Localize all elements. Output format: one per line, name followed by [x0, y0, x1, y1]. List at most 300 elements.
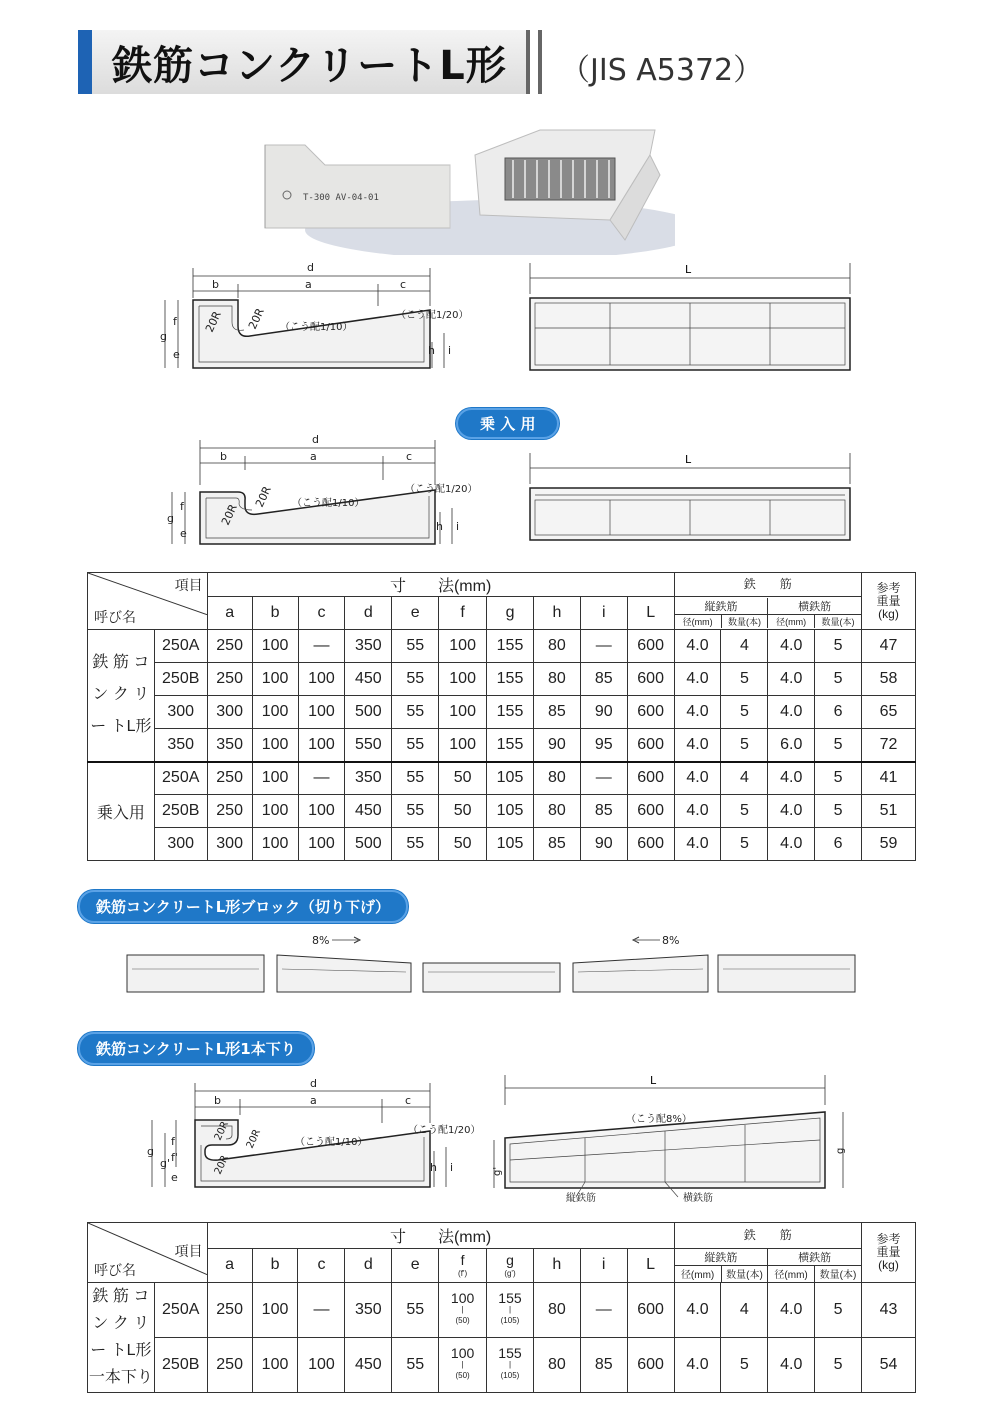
- dim-h: h: [436, 520, 443, 533]
- slope-1-20: （こう配1/20）: [396, 310, 469, 321]
- section-label-kirisage: 鉄筋コンクリートL形ブロック（切り下げ）: [78, 890, 408, 923]
- slope-1-10: （こう配1/10）: [292, 498, 365, 509]
- table-cell: 65: [862, 696, 916, 729]
- table-cell: 4.0: [674, 762, 721, 795]
- row-name: 250A: [154, 630, 207, 663]
- dim-h: h: [428, 344, 435, 357]
- row-name: 300: [154, 828, 207, 861]
- col-h: h: [533, 597, 580, 630]
- col-g: g: [487, 597, 534, 630]
- spec-table-main: [87, 572, 916, 861]
- row-name: 250B: [154, 663, 207, 696]
- table-cell: 155: [487, 729, 534, 762]
- header-weight: [862, 573, 916, 630]
- table-cell: 100: [439, 663, 487, 696]
- table-cell: 6.0: [768, 729, 815, 762]
- dim-L: L: [685, 263, 692, 276]
- group-label-l-type: [88, 630, 155, 762]
- rebar-subheader: [674, 597, 861, 630]
- table-cell: 100: [252, 663, 298, 696]
- col2-g-main: g: [506, 1251, 514, 1268]
- table-cell: 100: [298, 795, 345, 828]
- table-cell: 450: [345, 1337, 392, 1392]
- col2-g: [487, 1249, 534, 1283]
- radius-1: 20R: [218, 502, 240, 528]
- table-cell: 80: [533, 1282, 580, 1337]
- joriyou-section-diagram: [150, 430, 490, 550]
- dim-L: L: [685, 453, 692, 466]
- dim-g: g: [167, 512, 174, 525]
- spec-table-ipponsagari: [87, 1222, 916, 1393]
- table-cell: 58: [862, 663, 916, 696]
- label-yoko: 横鉄筋: [683, 1193, 713, 1204]
- table-cell: 105: [487, 828, 534, 861]
- table-cell: 4.0: [768, 1337, 815, 1392]
- table-cell: 100: [439, 630, 487, 663]
- dim-f: f: [171, 1135, 175, 1148]
- table-cell: 4: [721, 762, 768, 795]
- dim-i: i: [450, 1161, 454, 1174]
- group-label-line: ー トL形: [90, 1342, 152, 1359]
- table-cell: —: [580, 762, 627, 795]
- dim-gp: g': [160, 1157, 171, 1170]
- table-cell: 600: [627, 828, 674, 861]
- table-cell: 155: [487, 663, 534, 696]
- col-L: L: [627, 597, 674, 630]
- table-cell: 55: [392, 1337, 439, 1392]
- header-tekkin-2: 鉄 筋: [674, 1223, 861, 1249]
- header-juuryou-2: 重量: [876, 1244, 901, 1259]
- table-cell: 55: [392, 762, 439, 795]
- table-cell: 600: [627, 729, 674, 762]
- col2-f: [439, 1249, 487, 1283]
- table-cell: 54: [862, 1337, 916, 1392]
- table-cell: 100: [252, 762, 298, 795]
- dim-g-side: g: [835, 1147, 846, 1154]
- table-cell: —: [298, 762, 345, 795]
- header-yoko: 横鉄筋: [768, 598, 861, 615]
- table-cell: 5: [721, 696, 768, 729]
- dim-a: a: [310, 450, 317, 463]
- table-cell: 55: [392, 828, 439, 861]
- table-cell: 47: [862, 630, 916, 663]
- table-cell: 600: [627, 696, 674, 729]
- table-cell: 55: [392, 1282, 439, 1337]
- col2-i: i: [580, 1249, 627, 1283]
- table-cell: 90: [533, 729, 580, 762]
- table-cell: 550: [345, 729, 392, 762]
- row-name: 250B: [154, 795, 207, 828]
- table-cell: 51: [862, 795, 916, 828]
- table-cell: 4.0: [768, 1282, 815, 1337]
- table-cell: 600: [627, 663, 674, 696]
- radius-2: 20R: [252, 484, 274, 510]
- cell-main: 100: [450, 1290, 475, 1306]
- table-cell: 100: [298, 828, 345, 861]
- cell-main: 155: [498, 1345, 522, 1361]
- table-cell: 85: [533, 696, 580, 729]
- table-cell: 100: [252, 729, 298, 762]
- col2-c: c: [298, 1249, 345, 1283]
- table-cell: 350: [345, 630, 392, 663]
- table-cell: 43: [862, 1282, 916, 1337]
- dim-i: i: [448, 344, 452, 357]
- table-cell: 85: [533, 828, 580, 861]
- table-cell: 300: [207, 828, 252, 861]
- dim-e: e: [171, 1171, 178, 1184]
- table-cell: 105: [487, 795, 534, 828]
- dim-c: c: [406, 450, 413, 463]
- table-cell: 100: [252, 630, 298, 663]
- table-cell: 95: [580, 729, 627, 762]
- table-cell: 5: [815, 663, 862, 696]
- kirisage-diagram: [120, 928, 860, 998]
- table-cell: 4.0: [674, 1282, 721, 1337]
- header-diagonal: [88, 573, 208, 630]
- table-cell: 5: [721, 729, 768, 762]
- cell-main: 155: [498, 1290, 522, 1306]
- table-cell: 4.0: [768, 630, 815, 663]
- table-cell: 450: [345, 663, 392, 696]
- table-cell: 90: [580, 828, 627, 861]
- title-separator: [538, 30, 542, 94]
- table-cell: 41: [862, 762, 916, 795]
- table-cell: 50: [439, 762, 487, 795]
- group-label-line: ン ク リ: [92, 686, 150, 704]
- table-cell: 4.0: [674, 696, 721, 729]
- table-row: [88, 630, 916, 663]
- table-cell: 5: [815, 762, 862, 795]
- table-cell: 80: [533, 630, 580, 663]
- dim-h: h: [430, 1161, 437, 1174]
- group-label-line: 鉄 筋 コ: [92, 654, 150, 672]
- table-cell: 6: [815, 696, 862, 729]
- table-cell: 250: [207, 630, 252, 663]
- table-cell: 55: [392, 696, 439, 729]
- header-suuryou-2: 数量(本): [821, 617, 855, 627]
- header2-suuryou-2: 数量(本): [819, 1270, 857, 1282]
- slope-1-10: （こう配1/10）: [280, 322, 353, 333]
- table-cell: 5: [815, 630, 862, 663]
- section-label-joriyou: 乗 入 用: [456, 408, 559, 439]
- dim-b: b: [214, 1094, 221, 1107]
- ipponsagari-side-diagram: [488, 1070, 863, 1210]
- col2-f-main: f: [460, 1251, 465, 1268]
- row-name: 250B: [154, 1337, 207, 1392]
- table-cell: 100: [252, 696, 298, 729]
- radius-1: 20R: [212, 1119, 232, 1143]
- label-tate: 縦鉄筋: [566, 1193, 596, 1204]
- table-cell: 5: [815, 729, 862, 762]
- table-cell: 600: [627, 1282, 674, 1337]
- table-cell: 100: [298, 729, 345, 762]
- header-kg-2: (kg): [878, 1257, 899, 1272]
- header-tate-2: 縦鉄筋: [675, 1249, 768, 1266]
- dim-d: d: [310, 1077, 317, 1090]
- radius-2: 20R: [245, 306, 267, 332]
- col-i: i: [580, 597, 627, 630]
- group-label-line: ー トL形: [90, 718, 152, 736]
- dim-f: f: [180, 500, 184, 513]
- cell-main: 100: [450, 1345, 475, 1361]
- table-cell: 350: [207, 729, 252, 762]
- radius-2: 20R: [244, 1127, 264, 1151]
- table-cell: 100: [298, 696, 345, 729]
- table-cell: 50: [439, 795, 487, 828]
- dim-g: g: [147, 1145, 154, 1158]
- cell-sub: (50): [455, 1371, 470, 1380]
- table-cell: 500: [345, 828, 392, 861]
- table-cell: 6: [815, 828, 862, 861]
- radius-1: 20R: [202, 309, 224, 335]
- table-cell: 4.0: [674, 828, 721, 861]
- dim-e: e: [180, 527, 187, 540]
- header-kg: (kg): [878, 606, 899, 621]
- table-cell: 4.0: [768, 762, 815, 795]
- table-cell: 4.0: [768, 828, 815, 861]
- header-koumoku: 項目: [174, 577, 203, 593]
- table-cell: 5: [815, 1282, 862, 1337]
- table-row: [88, 1282, 916, 1337]
- table-cell: 5: [815, 1337, 862, 1392]
- table-cell: 100: [298, 1337, 345, 1392]
- slope-1-20: （こう配1/20）: [408, 1125, 480, 1136]
- dim-e: e: [173, 348, 180, 361]
- table-cell: 80: [533, 762, 580, 795]
- group-label-joriyou: 乗入用: [88, 762, 155, 861]
- table-cell: 100: [252, 795, 298, 828]
- table-cell: 100: [252, 828, 298, 861]
- ipponsagari-section-diagram: [140, 1075, 480, 1195]
- slope-8pct: （こう配8%）: [626, 1114, 692, 1125]
- table-cell: 85: [580, 1337, 627, 1392]
- dim-i: i: [456, 520, 460, 533]
- header-yobina-2: 呼び名: [94, 1261, 136, 1278]
- table-cell: 4: [721, 630, 768, 663]
- header-juuryou: 重量: [876, 593, 901, 608]
- col-f: f: [439, 597, 487, 630]
- header-kei-2: 径(mm): [768, 615, 815, 629]
- col-d: d: [345, 597, 392, 630]
- header-sankou-2: 参考: [876, 1231, 901, 1246]
- col-c: c: [298, 597, 345, 630]
- header-tate: 縦鉄筋: [675, 598, 768, 615]
- table-cell: 4.0: [674, 795, 721, 828]
- cell-divider: |: [508, 1305, 512, 1314]
- header-yobina: 呼び名: [94, 609, 136, 625]
- col2-a: a: [207, 1249, 252, 1283]
- cell-sub: (50): [455, 1316, 470, 1325]
- header2-kei-2: 径(mm): [768, 1266, 815, 1282]
- dim-b: b: [212, 278, 219, 291]
- table-row: [88, 762, 916, 795]
- table-cell: 100: [439, 696, 487, 729]
- rebar-subheader-2: [674, 1249, 861, 1283]
- header-weight-2: [862, 1223, 916, 1283]
- table-cell: 250: [207, 663, 252, 696]
- page-title: 鉄筋コンクリートL形: [112, 43, 507, 89]
- table-cell: 55: [392, 663, 439, 696]
- table-cell: 100: [298, 663, 345, 696]
- header-sunpou-2: 寸 法(mm): [207, 1223, 674, 1249]
- col-b: b: [252, 597, 298, 630]
- dim-a: a: [310, 1094, 317, 1107]
- table-cell: 600: [627, 1337, 674, 1392]
- table-cell: 4.0: [674, 663, 721, 696]
- col2-L: L: [627, 1249, 674, 1283]
- header-kei-1: 径(mm): [675, 615, 722, 629]
- table-cell: 350: [345, 762, 392, 795]
- table-cell: 80: [533, 663, 580, 696]
- table-row: [88, 663, 916, 696]
- col2-d: d: [345, 1249, 392, 1283]
- table-cell-f: [439, 1282, 487, 1337]
- grade-left: 8%: [312, 934, 330, 947]
- col2-g-sub: (g'): [504, 1268, 516, 1278]
- table-cell: 500: [345, 696, 392, 729]
- dim-b: b: [220, 450, 227, 463]
- dim-fp: f': [171, 1151, 178, 1164]
- table-cell: —: [580, 630, 627, 663]
- jis-standard: （JIS A5372）: [560, 53, 764, 88]
- table-cell: 5: [721, 795, 768, 828]
- col2-e: e: [392, 1249, 439, 1283]
- dim-f: f: [173, 315, 177, 328]
- table-cell: —: [298, 630, 345, 663]
- table-cell: 55: [392, 630, 439, 663]
- dim-c: c: [405, 1094, 412, 1107]
- table-cell: 600: [627, 795, 674, 828]
- table-cell: 4.0: [768, 795, 815, 828]
- product-photo: [255, 120, 675, 255]
- table-cell: 300: [207, 696, 252, 729]
- table-cell: 4.0: [768, 663, 815, 696]
- table-cell: 4: [721, 1282, 768, 1337]
- table-cell: 250: [207, 795, 252, 828]
- dim-c: c: [400, 278, 407, 291]
- table-cell: 4.0: [768, 696, 815, 729]
- dim-L: L: [650, 1074, 657, 1087]
- table-cell: 100: [439, 729, 487, 762]
- row-name: 250A: [154, 762, 207, 795]
- header-sunpou: 寸 法(mm): [207, 573, 674, 597]
- cell-divider: |: [508, 1360, 512, 1369]
- dim-gp-side: g': [492, 1166, 503, 1176]
- table-cell: 50: [439, 828, 487, 861]
- table-cell: 5: [721, 828, 768, 861]
- table-cell: —: [298, 1282, 345, 1337]
- header-diagonal-2: [88, 1223, 208, 1283]
- table-cell: 5: [721, 663, 768, 696]
- l-section-diagram: [150, 258, 490, 378]
- table-cell: 105: [487, 762, 534, 795]
- table-row: [88, 828, 916, 861]
- header-yoko-2: 横鉄筋: [768, 1249, 861, 1266]
- cell-sub: (105): [500, 1316, 520, 1325]
- table-cell: 4.0: [674, 729, 721, 762]
- table-cell: 155: [487, 630, 534, 663]
- table-cell: 100: [252, 1282, 298, 1337]
- table-cell: 600: [627, 762, 674, 795]
- header-tekkin: 鉄 筋: [674, 573, 861, 597]
- joriyou-plan-diagram: [525, 448, 860, 543]
- table-cell: 72: [862, 729, 916, 762]
- table-cell: 85: [580, 795, 627, 828]
- l-plan-diagram: [525, 258, 860, 373]
- group-label-line: 鉄 筋 コ: [92, 1288, 150, 1305]
- row-name: 250A: [154, 1282, 207, 1337]
- slope-1-20: （こう配1/20）: [405, 484, 478, 495]
- section-label-ipponsagari: 鉄筋コンクリートL形1本下り: [78, 1032, 314, 1065]
- table-row: [88, 696, 916, 729]
- table-cell: 155: [487, 696, 534, 729]
- table-cell: 250: [207, 1337, 252, 1392]
- header-sankou: 参考: [876, 580, 901, 595]
- dim-d: d: [307, 261, 314, 274]
- table-cell: 59: [862, 828, 916, 861]
- table-cell: 80: [533, 1337, 580, 1392]
- slope-1-10: （こう配1/10）: [295, 1137, 368, 1148]
- header-koumoku-2: 項目: [174, 1243, 203, 1259]
- grade-right: 8%: [662, 934, 680, 947]
- table-cell-g: [487, 1282, 534, 1337]
- table-cell: 55: [392, 795, 439, 828]
- table-cell: 5: [721, 1337, 768, 1392]
- table-cell: 350: [345, 1282, 392, 1337]
- table-cell: 100: [252, 1337, 298, 1392]
- row-name: 300: [154, 696, 207, 729]
- header-suuryou-1: 数量(本): [721, 615, 768, 629]
- col2-f-sub: (f'): [458, 1268, 468, 1278]
- table-cell: 450: [345, 795, 392, 828]
- table-cell: 80: [533, 795, 580, 828]
- table-cell: 90: [580, 696, 627, 729]
- group-label-line: 一本下り: [88, 1369, 153, 1386]
- dim-d: d: [312, 433, 319, 446]
- table-cell-g: [487, 1337, 534, 1392]
- table-row: [88, 795, 916, 828]
- table-cell: 5: [815, 795, 862, 828]
- col2-h: h: [533, 1249, 580, 1283]
- table-cell: 250: [207, 1282, 252, 1337]
- col-a: a: [207, 597, 252, 630]
- table-row: [88, 1337, 916, 1392]
- group-label-ipponsagari: [88, 1282, 155, 1392]
- stamp-text: T-300 AV-04-01: [303, 193, 379, 203]
- dim-a: a: [305, 278, 312, 291]
- table-cell: 85: [580, 663, 627, 696]
- col2-b: b: [252, 1249, 298, 1283]
- header2-suuryou-1: 数量(本): [721, 1266, 768, 1282]
- table-cell: 600: [627, 630, 674, 663]
- table-cell: 4.0: [674, 630, 721, 663]
- table-cell: —: [580, 1282, 627, 1337]
- table-cell: 4.0: [674, 1337, 721, 1392]
- table-row: [88, 729, 916, 762]
- header2-kei-1: 径(mm): [675, 1266, 722, 1282]
- dim-g: g: [160, 330, 167, 343]
- table-cell: 250: [207, 762, 252, 795]
- cell-divider: |: [461, 1305, 464, 1314]
- cell-sub: (105): [500, 1371, 520, 1380]
- group-label-line: ン ク リ: [92, 1315, 150, 1332]
- radius-3: 20R: [212, 1153, 232, 1177]
- table-cell-f: [439, 1337, 487, 1392]
- col-e: e: [392, 597, 439, 630]
- table-cell: 55: [392, 729, 439, 762]
- cell-divider: |: [461, 1360, 464, 1369]
- row-name: 350: [154, 729, 207, 762]
